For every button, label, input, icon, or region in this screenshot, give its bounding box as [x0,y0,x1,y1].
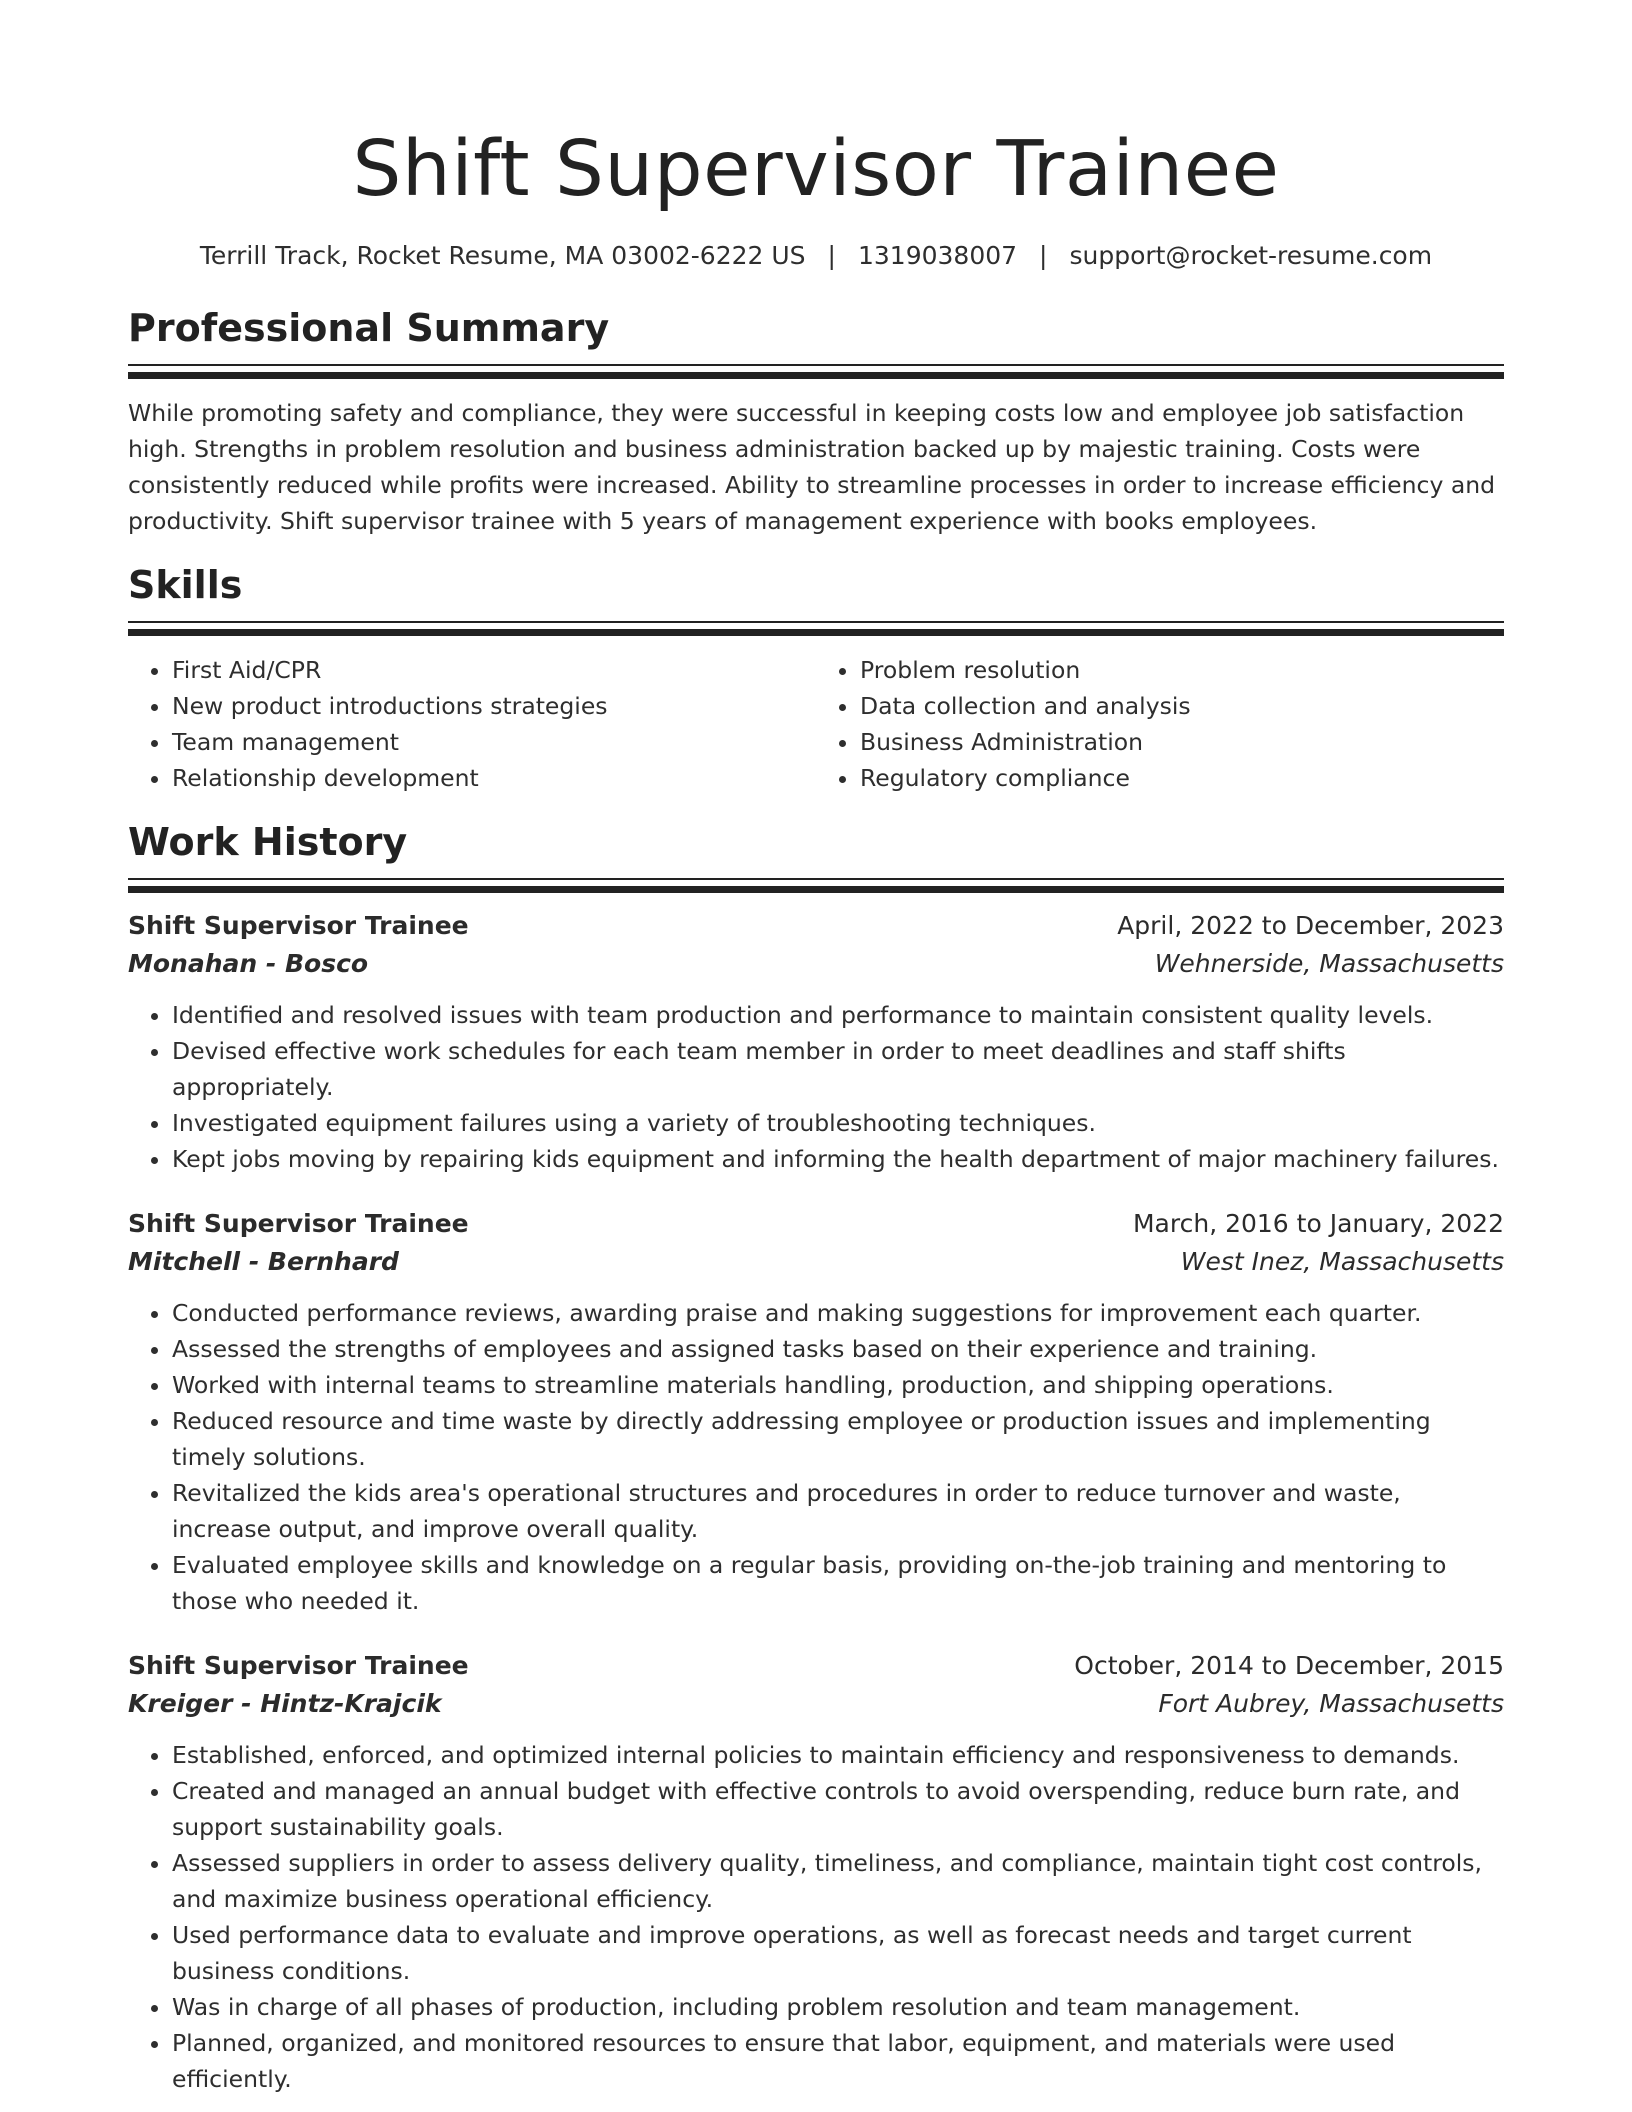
skill-item: • Relationship development [172,760,816,796]
skill-item: • First Aid/CPR [172,652,816,688]
summary-text: While promoting safety and compliance, they were successful in keeping costs low and employee job satisfaction high. Strengths in problem resolution and business administration backed up by majestic training. Costs were consistently reduced while profits were increased. Ability to streamline processes in order to increase efficiency and productivity. Shift supervisor trainee with 5 years of management experience with books employees. [128,399,1496,535]
section-heading-skills: Skills [128,563,243,607]
job-company: Monahan - Bosco [128,949,369,978]
section-rule-thick [128,372,1504,379]
job-entry [128,1647,1504,2097]
job-entry [128,1205,1504,1619]
job-company: Mitchell - Bernhard [128,1247,399,1276]
job-bullet: • Assessed suppliers in order to assess delivery quality, timeliness, and compliance, maintain tight cost controls, and maximize business operational efficiency. [172,1845,1504,1917]
job-company-row [128,1243,1504,1281]
job-company-row [128,945,1504,983]
contact-separator: | [827,241,836,270]
job-bullet: • Conducted performance reviews, awarding praise and making suggestions for improvement each quarter. [172,1295,1504,1331]
resume-title: Shift Supervisor Trainee [352,125,1280,214]
job-location: Fort Aubrey, Massachusetts [1158,1689,1504,1718]
job-company-row [128,1685,1504,1723]
job-bullet: • Investigated equipment failures using a variety of troubleshooting techniques. [172,1105,1504,1141]
skills-list-right [816,652,1504,796]
skill-item: • Data collection and analysis [860,688,1504,724]
section-rule [128,621,1504,623]
work-section [128,818,1504,2097]
job-bullet: • Revitalized the kids area's operational structures and procedures in order to reduce turnover and waste, increase output, and improve overall quality. [172,1475,1504,1547]
contact-address: Terrill Track, Rocket Resume, MA 03002-6222 US [199,241,806,270]
skills-section [128,561,1504,796]
job-location: West Inez, Massachusetts [1180,1247,1504,1276]
job-bullet: • Kept jobs moving by repairing kids equipment and informing the health department of major machinery failures. [172,1141,1504,1177]
contact-line [128,240,1504,272]
contact-phone: 1319038007 [857,241,1018,270]
job-bullet: • Worked with internal teams to streamline materials handling, production, and shipping operations. [172,1367,1504,1403]
job-header-row [128,1205,1504,1243]
job-header-row [128,1647,1504,1685]
job-bullets [128,1295,1504,1619]
section-rule-thick [128,629,1504,636]
job-bullet: • Was in charge of all phases of production, including problem resolution and team management. [172,1989,1504,2025]
job-bullet: • Assessed the strengths of employees and assigned tasks based on their experience and training. [172,1331,1504,1367]
skill-item: • Team management [172,724,816,760]
job-bullet: • Planned, organized, and monitored resources to ensure that labor, equipment, and materials were used efficiently. [172,2025,1504,2097]
job-bullet: • Reduced resource and time waste by directly addressing employee or production issues and implementing timely solutions. [172,1403,1504,1475]
job-title: Shift Supervisor Trainee [128,1209,469,1238]
job-company: Kreiger - Hintz-Krajcik [128,1689,442,1718]
job-bullets [128,1737,1504,2097]
job-title: Shift Supervisor Trainee [128,1651,469,1680]
job-bullet: • Used performance data to evaluate and improve operations, as well as forecast needs and target current business conditions. [172,1917,1504,1989]
skills-list-left [128,652,816,796]
job-dates: April, 2022 to December, 2023 [1117,911,1504,940]
skill-item: • New product introductions strategies [172,688,816,724]
section-heading-work: Work History [128,820,408,864]
resume-page [128,0,1504,2097]
section-heading-summary: Professional Summary [128,306,610,350]
job-entry [128,907,1504,1177]
job-location: Wehnerside, Massachusetts [1154,949,1504,978]
summary-section [128,304,1504,539]
job-bullet: • Evaluated employee skills and knowledge on a regular basis, providing on-the-job training and mentoring to those who needed it. [172,1547,1504,1619]
contact-separator: | [1039,241,1048,270]
skill-item: • Regulatory compliance [860,760,1504,796]
contact-email[interactable]: support@rocket-resume.com [1069,241,1433,270]
section-rule-thick [128,886,1504,893]
skills-columns [128,652,1504,796]
skill-item: • Business Administration [860,724,1504,760]
job-title: Shift Supervisor Trainee [128,911,469,940]
job-bullet: • Devised effective work schedules for each team member in order to meet deadlines and staff shifts appropriately. [172,1033,1504,1105]
section-rule [128,364,1504,366]
job-bullet: • Identified and resolved issues with team production and performance to maintain consistent quality levels. [172,997,1504,1033]
job-dates: October, 2014 to December, 2015 [1074,1651,1504,1680]
job-bullet: • Created and managed an annual budget with effective controls to avoid overspending, reduce burn rate, and support sustainability goals. [172,1773,1504,1845]
job-bullets [128,997,1504,1177]
section-rule [128,878,1504,880]
job-header-row [128,907,1504,945]
job-dates: March, 2016 to January, 2022 [1132,1209,1504,1238]
job-bullet: • Established, enforced, and optimized internal policies to maintain efficiency and responsiveness to demands. [172,1737,1504,1773]
skill-item: • Problem resolution [860,652,1504,688]
